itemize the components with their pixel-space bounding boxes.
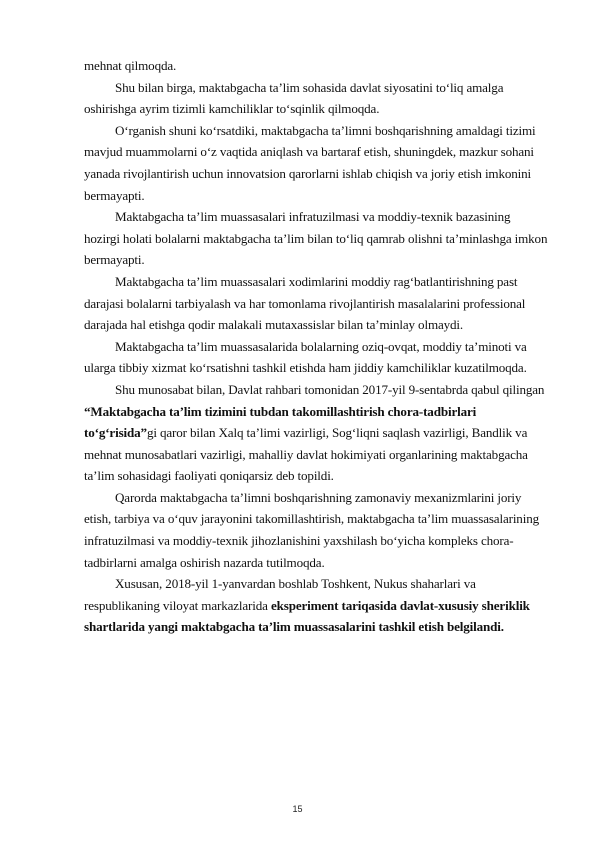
paragraph-2: Shu bilan birga, maktabgacha ta’lim sohasida davlat siyosatini to‘liq amalga oshirishga ayrim tizimli kamchiliklar to‘sqinlik qilmoqda. (84, 79, 504, 117)
paragraph-7 (84, 379, 549, 487)
decree-title: “Maktabgacha ta’lim tizimini tubdan takomillashtirish chora-tadbirlari to‘g‘risida” (84, 403, 477, 441)
page-number: 15 (292, 804, 303, 814)
paragraph-4: Maktabgacha ta’lim muassasalari infratuzilmasi va moddiy-texnik bazasining hozirgi holati bolalarni maktabgacha ta’lim bilan to‘liq qamrab olishni ta’minlashga imkon bermayapti. (84, 209, 548, 268)
paragraph-9 (84, 573, 549, 638)
experiment-statement: eksperiment tariqasida davlat-xususiy sheriklik shartlarida yangi maktabgacha ta’lim muassasalarini tashkil etish belgilandi. (84, 597, 530, 635)
paragraph-8: Qarorda maktabgacha ta’limni boshqarishning zamonaviy mexanizmlarini joriy etish, tarbiya va o‘quv jarayonini takomillashtirish, maktabgacha ta’lim muassasalarining infratuzilmasi va moddiy-texnik jihozlanishini yaxshilash bo‘yicha kompleks chora-tadbirlarni amalga oshirish nazarda tutilmoqda. (84, 489, 539, 570)
paragraph-9-intro: Xususan, 2018-yil 1-yanvardan boshlab Toshkent, Nukus shaharlari va respublikaning viloyat markazlarida (84, 576, 476, 613)
paragraph-3: O‘rganish shuni ko‘rsatdiki, maktabgacha ta’limni boshqarishning amaldagi tizimi mavjud muammolarni o‘z vaqtida aniqlash va bartaraf etish, shuningdek, mazkur sohani yanada rivojlantirish uchun innovatsion qarorlarni ishlab chiqish va joriy etish imkonini bermayapti. (84, 122, 536, 203)
document-body (84, 55, 549, 638)
paragraph-1-continuation: mehnat qilmoqda. (84, 58, 177, 73)
paragraph-7-intro: Shu munosabat bilan, Davlat rahbari tomonidan 2017-yil 9-sentabrda qabul qilingan (115, 381, 545, 397)
paragraph-6: Maktabgacha ta’lim muassasalarida bolalarning oziq-ovqat, moddiy ta’minoti va ularga tibbiy xizmat ko‘rsatishni tashkil etishda ham jiddiy kamchiliklar kuzatilmoqda. (84, 338, 527, 376)
paragraph-7-rest: gi qaror bilan Xalq ta’limi vazirligi, Sog‘liqni saqlash vazirligi, Bandlik va mehnat munosabatlari vazirligi, mahalliy davlat hokimiyati organlarining maktabgacha ta’lim sohasidagi faoliyati qoniqarsiz deb topildi. (84, 425, 528, 484)
paragraph-5: Maktabgacha ta’lim muassasalari xodimlarini moddiy rag‘batlantirishning past darajasi bolalarni tarbiyalash va har tomonlama rivojlantirish masalalarini professional darajada hal etishga qodir malakali mutaxassislar bilan ta’minlay olmaydi. (84, 273, 526, 333)
